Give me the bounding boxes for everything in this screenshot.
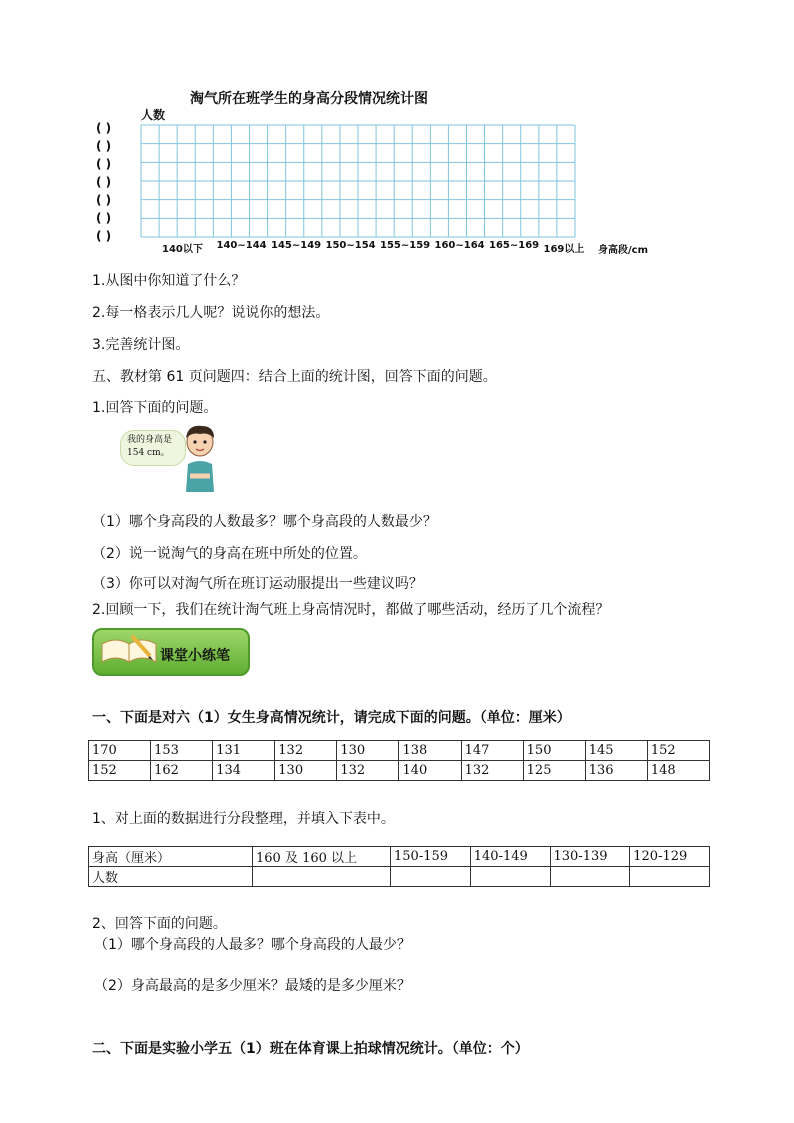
table-header-cell: 160 及 160 以上 [253, 847, 391, 867]
x-tick-label: 169以上 [543, 244, 585, 255]
table-header-cell: 150-159 [391, 847, 471, 867]
section-five: 五、教材第 61 页问题四：结合上面的统计图，回答下面的问题。 [92, 369, 497, 385]
exercise-two-title: 二、下面是实验小学五（1）班在体育课上拍球情况统计。（单位：个） [92, 1041, 529, 1057]
chart-grid [140, 124, 580, 238]
segment-table [88, 846, 710, 887]
task-one: 1、对上面的数据进行分段整理，并填入下表中。 [92, 811, 395, 827]
answer-cell[interactable] [253, 867, 391, 887]
sub-question: 1.回答下面的问题。 [92, 400, 218, 416]
table-row [89, 847, 710, 867]
chart-title: 淘气所在班学生的身高分段情况统计图 [190, 91, 428, 107]
y-tick-blank: ( ) [96, 175, 112, 189]
table-cell: 130 [275, 761, 337, 781]
table-row [89, 741, 710, 761]
y-tick-blank: ( ) [96, 157, 112, 171]
question-line: （3）你可以对淘气所在班订运动服提出一些建议吗？ [92, 576, 423, 592]
table-cell: 132 [461, 761, 523, 781]
exercise-one-title: 一、下面是对六（1）女生身高情况统计，请完成下面的问题。（单位：厘米） [92, 710, 571, 726]
boy-illustration [180, 420, 220, 494]
table-cell: 145 [585, 741, 647, 761]
task-two: 2、回答下面的问题。 [92, 916, 227, 932]
table-cell: 130 [337, 741, 399, 761]
y-tick-blank: ( ) [96, 121, 112, 135]
table-cell: 152 [647, 741, 709, 761]
table-cell: 131 [213, 741, 275, 761]
table-cell: 150 [523, 741, 585, 761]
y-tick-blank: ( ) [96, 229, 112, 243]
x-tick-label: 140~144 [216, 240, 267, 251]
height-data-table [88, 740, 710, 781]
table-cell: 147 [461, 741, 523, 761]
question-line: 3.完善统计图。 [92, 337, 190, 353]
question-line: （1）哪个身高段的人数最多？哪个身高段的人数最少？ [92, 514, 437, 530]
book-pencil-icon [98, 632, 160, 672]
task-two-question: （2）身高最高的是多少厘米？最矮的是多少厘米？ [94, 978, 411, 994]
question-line: 1.从图中你知道了什么？ [92, 273, 246, 289]
x-tick-label: 150~154 [325, 240, 376, 251]
table-cell: 140 [399, 761, 461, 781]
sub-question: 2.回顾一下，我们在统计淘气班上身高情况时，都做了哪些活动，经历了几个流程？ [92, 602, 610, 618]
table-header-cell: 120-129 [630, 847, 710, 867]
table-cell: 134 [213, 761, 275, 781]
table-header-cell: 身高（厘米） [89, 847, 253, 867]
x-tick-label: 160~164 [434, 240, 485, 251]
table-header-cell: 140-149 [470, 847, 550, 867]
table-row-label: 人数 [89, 867, 253, 887]
task-two-question: （1）哪个身高段的人最多？哪个身高段的人最少？ [94, 937, 411, 953]
table-cell: 170 [89, 741, 151, 761]
question-line: 2.每一格表示几人呢？说说你的想法。 [92, 305, 330, 321]
y-tick-blank: ( ) [96, 193, 112, 207]
table-cell: 153 [151, 741, 213, 761]
x-tick-label: 145~149 [271, 240, 322, 251]
x-tick-label: 155~159 [380, 240, 431, 251]
table-cell: 132 [337, 761, 399, 781]
chart-y-label: 人数 [141, 108, 166, 122]
table-cell: 162 [151, 761, 213, 781]
answer-cell[interactable] [550, 867, 630, 887]
question-line: （2）说一说淘气的身高在班中所处的位置。 [92, 546, 367, 562]
table-cell: 132 [275, 741, 337, 761]
x-tick-label: 165~169 [489, 240, 540, 251]
table-row [89, 761, 710, 781]
x-tick-label: 140以下 [162, 244, 203, 255]
table-cell: 125 [523, 761, 585, 781]
speech-bubble: 我的身高是154 cm。 [120, 430, 186, 466]
table-cell: 148 [647, 761, 709, 781]
chart-x-unit: 身高段/cm [598, 245, 648, 256]
table-cell: 152 [89, 761, 151, 781]
answer-cell[interactable] [630, 867, 710, 887]
table-header-cell: 130-139 [550, 847, 630, 867]
y-tick-blank: ( ) [96, 139, 112, 153]
answer-cell[interactable] [470, 867, 550, 887]
table-cell: 138 [399, 741, 461, 761]
y-tick-blank: ( ) [96, 211, 112, 225]
practice-badge-label: 课堂小练笔 [160, 648, 230, 664]
table-row [89, 867, 710, 887]
table-cell: 136 [585, 761, 647, 781]
answer-cell[interactable] [391, 867, 471, 887]
